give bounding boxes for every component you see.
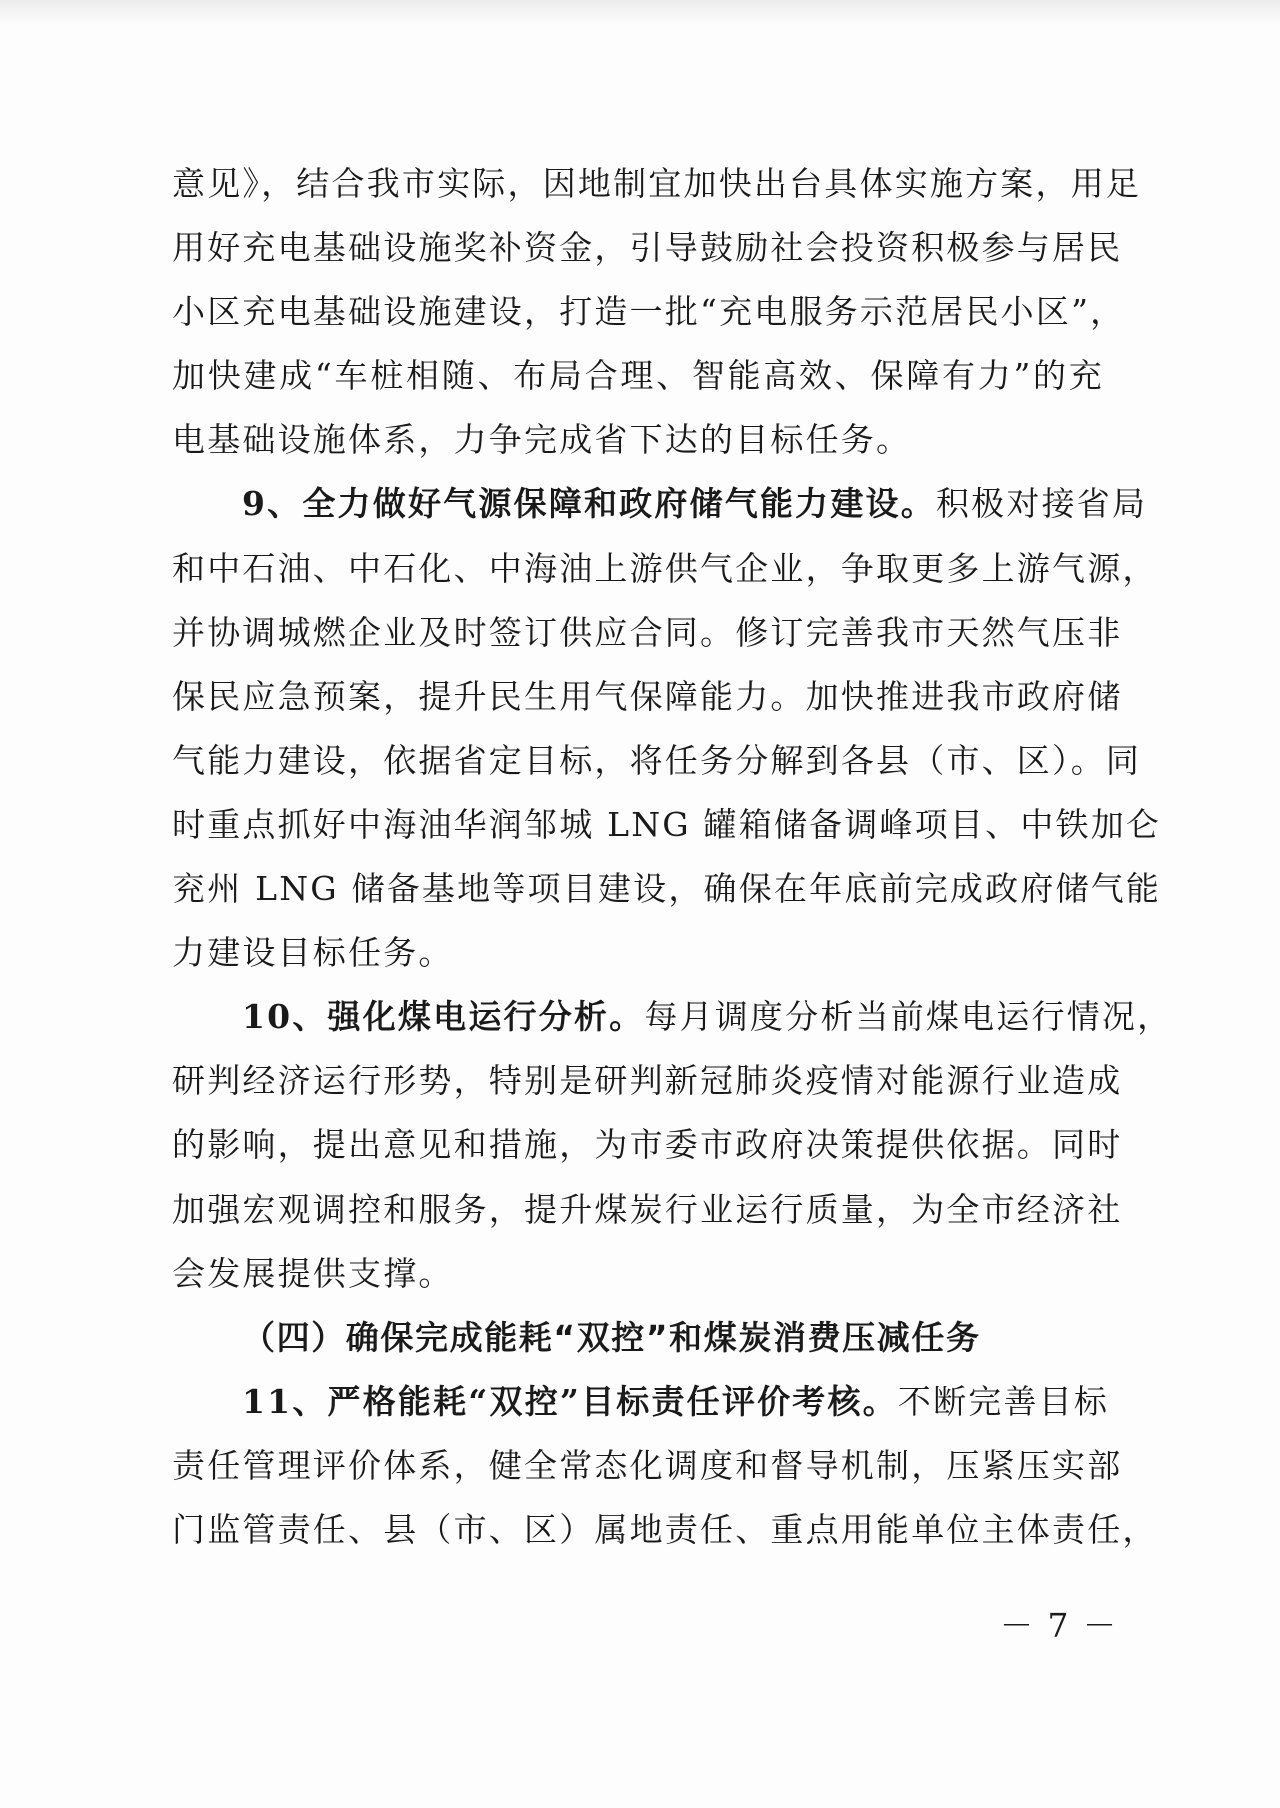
item-10-first-text: 每月调度分析当前煤电运行情况， <box>644 997 1173 1037</box>
item-11-heading: 11、严格能耗“双控”目标责任评价考核。 <box>242 1381 898 1421</box>
paragraph-line: 会发展提供支撑。 <box>172 1253 454 1293</box>
item-9-heading: 9、全力做好气源保障和政府储气能力建设。 <box>242 484 936 524</box>
paragraph-line: 加强宏观调控和服务，提升煤炭行业运行质量，为全市经济社 <box>172 1189 1123 1229</box>
paragraph-line: 意见》，结合我市实际，因地制宜加快出台具体实施方案，用足 <box>172 164 1142 203</box>
item-11-first-text: 不断完善目标 <box>897 1381 1110 1421</box>
paragraph-line: 时重点抓好中海油华润邹城 LNG 罐箱储备调峰项目、中铁加仑 <box>172 804 1162 844</box>
paragraph-line: 的影响，提出意见和措施，为市委市政府决策提供依据。同时 <box>172 1125 1123 1165</box>
paragraph-line: 加快建成“车桩相随、布局合理、智能高效、保障有力”的充 <box>172 356 1104 396</box>
paragraph-line: 门监管责任、县（市、区）属地责任、重点用能单位主体责任， <box>172 1509 1158 1549</box>
section-heading: （四）确保完成能耗“双控”和煤炭消费压减任务 <box>242 1317 981 1357</box>
paragraph-line: 和中石油、中石化、中海油上游供气企业，争取更多上游气源， <box>172 548 1158 588</box>
paragraph-line: 责任管理评价体系，健全常态化调度和督导机制，压紧压实部 <box>172 1445 1123 1485</box>
paragraph-line: 力建设目标任务。 <box>172 933 454 973</box>
paragraph-line: 气能力建设，依据省定目标，将任务分解到各县（市、区）。同 <box>172 740 1142 780</box>
item-9-first-line <box>172 472 1148 536</box>
paragraph-line: 小区充电基础设施建设，打造一批“充电服务示范居民小区”， <box>172 292 1126 332</box>
document-body <box>172 152 1173 1562</box>
item-9-first-text: 积极对接省局 <box>935 484 1148 524</box>
paragraph-line: 研判经济运行形势，特别是研判新冠肺炎疫情对能源行业造成 <box>172 1061 1123 1101</box>
paragraph-line: 电基础设施体系，力争完成省下达的目标任务。 <box>172 420 912 460</box>
page-number: － 7 － <box>1000 1606 1118 1645</box>
paragraph-line: 用好充电基础设施奖补资金，引导鼓励社会投资积极参与居民 <box>172 228 1123 268</box>
paragraph-line: 兖州 LNG 储备基地等项目建设，确保在年底前完成政府储气能 <box>172 869 1162 909</box>
item-11-first-line <box>172 1370 1110 1434</box>
paragraph-line: 并协调城燃企业及时签订供应合同。修订完善我市天然气压非 <box>172 612 1123 652</box>
scan-top-edge <box>0 0 1280 26</box>
item-10-first-line <box>172 985 1173 1049</box>
paragraph-line: 保民应急预案，提升民生用气保障能力。加快推进我市政府储 <box>172 676 1123 716</box>
item-10-heading: 10、强化煤电运行分析。 <box>242 997 645 1037</box>
